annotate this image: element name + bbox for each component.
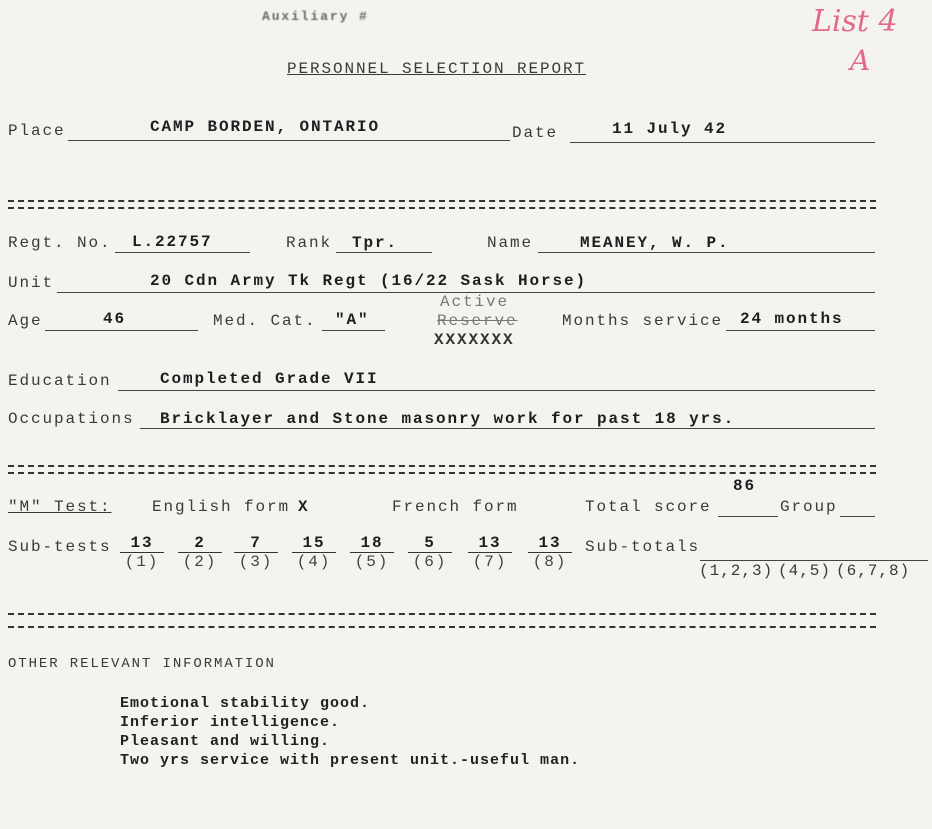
- divider: [8, 207, 876, 209]
- subtest-number: (1): [124, 553, 160, 571]
- subtest-number: (8): [532, 553, 568, 571]
- english-form-mark: X: [298, 498, 310, 516]
- subtotal-group: (1,2,3): [699, 562, 774, 580]
- subtest-fraction: [292, 534, 336, 571]
- subtotal-group: (6,7,8): [836, 562, 911, 580]
- subtest-fraction: [120, 534, 164, 571]
- rank-label: Rank: [286, 234, 333, 252]
- subtest-fraction: [234, 534, 278, 571]
- handwritten-annotation: List 4: [812, 4, 898, 39]
- note: Emotional stability good.: [120, 695, 371, 712]
- status-active: Active: [440, 293, 510, 311]
- unit-value: 20 Cdn Army Tk Regt (16/22 Sask Horse): [150, 272, 588, 290]
- subtest-score: 2: [178, 534, 222, 553]
- age-value: 46: [103, 310, 127, 328]
- total-score-line: [718, 516, 778, 517]
- divider: [8, 472, 876, 474]
- months-service-line: [726, 330, 875, 331]
- age-label: Age: [8, 312, 43, 330]
- education-line: [118, 390, 875, 391]
- months-service-label: Months service: [562, 312, 724, 330]
- med-cat-label: Med. Cat.: [213, 312, 317, 330]
- handwritten-annotation-letter: A: [850, 44, 871, 77]
- form-label: Auxiliary #: [262, 9, 369, 24]
- date-label: Date: [512, 124, 559, 142]
- divider: [8, 626, 876, 628]
- group-line: [840, 516, 875, 517]
- subtest-number: (2): [182, 553, 218, 571]
- med-cat-line: [322, 330, 385, 331]
- regt-no-line: [115, 252, 250, 253]
- regt-no-value: L.22757: [132, 233, 213, 251]
- months-service-value: 24 months: [740, 310, 844, 328]
- subtest-number: (3): [238, 553, 274, 571]
- subtest-fraction: [178, 534, 222, 571]
- subtotals-line: [700, 560, 928, 561]
- group-label: Group: [780, 498, 838, 516]
- occupations-label: Occupations: [8, 410, 135, 428]
- name-line: [538, 252, 875, 253]
- m-test-label: "M" Test:: [8, 498, 112, 516]
- divider: [8, 200, 876, 202]
- subtest-number: (6): [412, 553, 448, 571]
- rank-line: [336, 252, 432, 253]
- subtest-fraction: [350, 534, 394, 571]
- subtest-fraction: [408, 534, 452, 571]
- subtotal-group: (4,5): [778, 562, 832, 580]
- name-value: MEANEY, W. P.: [580, 234, 730, 252]
- occupations-value: Bricklayer and Stone masonry work for past 18 yrs.: [160, 410, 736, 428]
- med-cat-value: "A": [335, 311, 370, 329]
- other-info-label: OTHER RELEVANT INFORMATION: [8, 656, 276, 672]
- note: Pleasant and willing.: [120, 733, 331, 750]
- place-line: [68, 140, 510, 141]
- name-label: Name: [487, 234, 534, 252]
- subtest-fraction: [528, 534, 572, 571]
- total-score-label: Total score: [585, 498, 712, 516]
- status-reserve-strikeout: XXXXXXX: [434, 331, 515, 349]
- age-line: [45, 330, 198, 331]
- place-value: CAMP BORDEN, ONTARIO: [150, 118, 381, 136]
- subtest-score: 13: [528, 534, 572, 553]
- subtest-score: 13: [468, 534, 512, 553]
- subtest-number: (5): [354, 553, 390, 571]
- education-value: Completed Grade VII: [160, 370, 379, 388]
- subtest-number: (7): [472, 553, 508, 571]
- date-value: 11 July 42: [612, 120, 728, 138]
- subtest-fraction: [468, 534, 512, 571]
- subtest-score: 18: [350, 534, 394, 553]
- total-score-value: 86: [733, 477, 757, 495]
- other-info-notes: [120, 694, 580, 770]
- subtest-number: (4): [296, 553, 332, 571]
- subtests-label: Sub-tests: [8, 538, 112, 556]
- regt-no-label: Regt. No.: [8, 234, 112, 252]
- divider: [8, 465, 876, 467]
- rank-value: Tpr.: [352, 234, 399, 252]
- divider: [8, 613, 876, 615]
- page-title: PERSONNEL SELECTION REPORT: [287, 60, 587, 78]
- note: Inferior intelligence.: [120, 714, 341, 731]
- occupations-line: [140, 428, 875, 429]
- subtest-score: 5: [408, 534, 452, 553]
- subtest-score: 13: [120, 534, 164, 553]
- status-reserve: Reserve: [437, 312, 518, 330]
- unit-label: Unit: [8, 274, 55, 292]
- subtest-score: 7: [234, 534, 278, 553]
- education-label: Education: [8, 372, 112, 390]
- english-form-label: English form: [152, 498, 291, 516]
- note: Two yrs service with present unit.-useful man.: [120, 752, 581, 769]
- date-line: [570, 142, 875, 143]
- subtotals-label: Sub-totals: [585, 538, 701, 556]
- place-label: Place: [8, 122, 66, 140]
- french-form-label: French form: [392, 498, 519, 516]
- subtest-score: 15: [292, 534, 336, 553]
